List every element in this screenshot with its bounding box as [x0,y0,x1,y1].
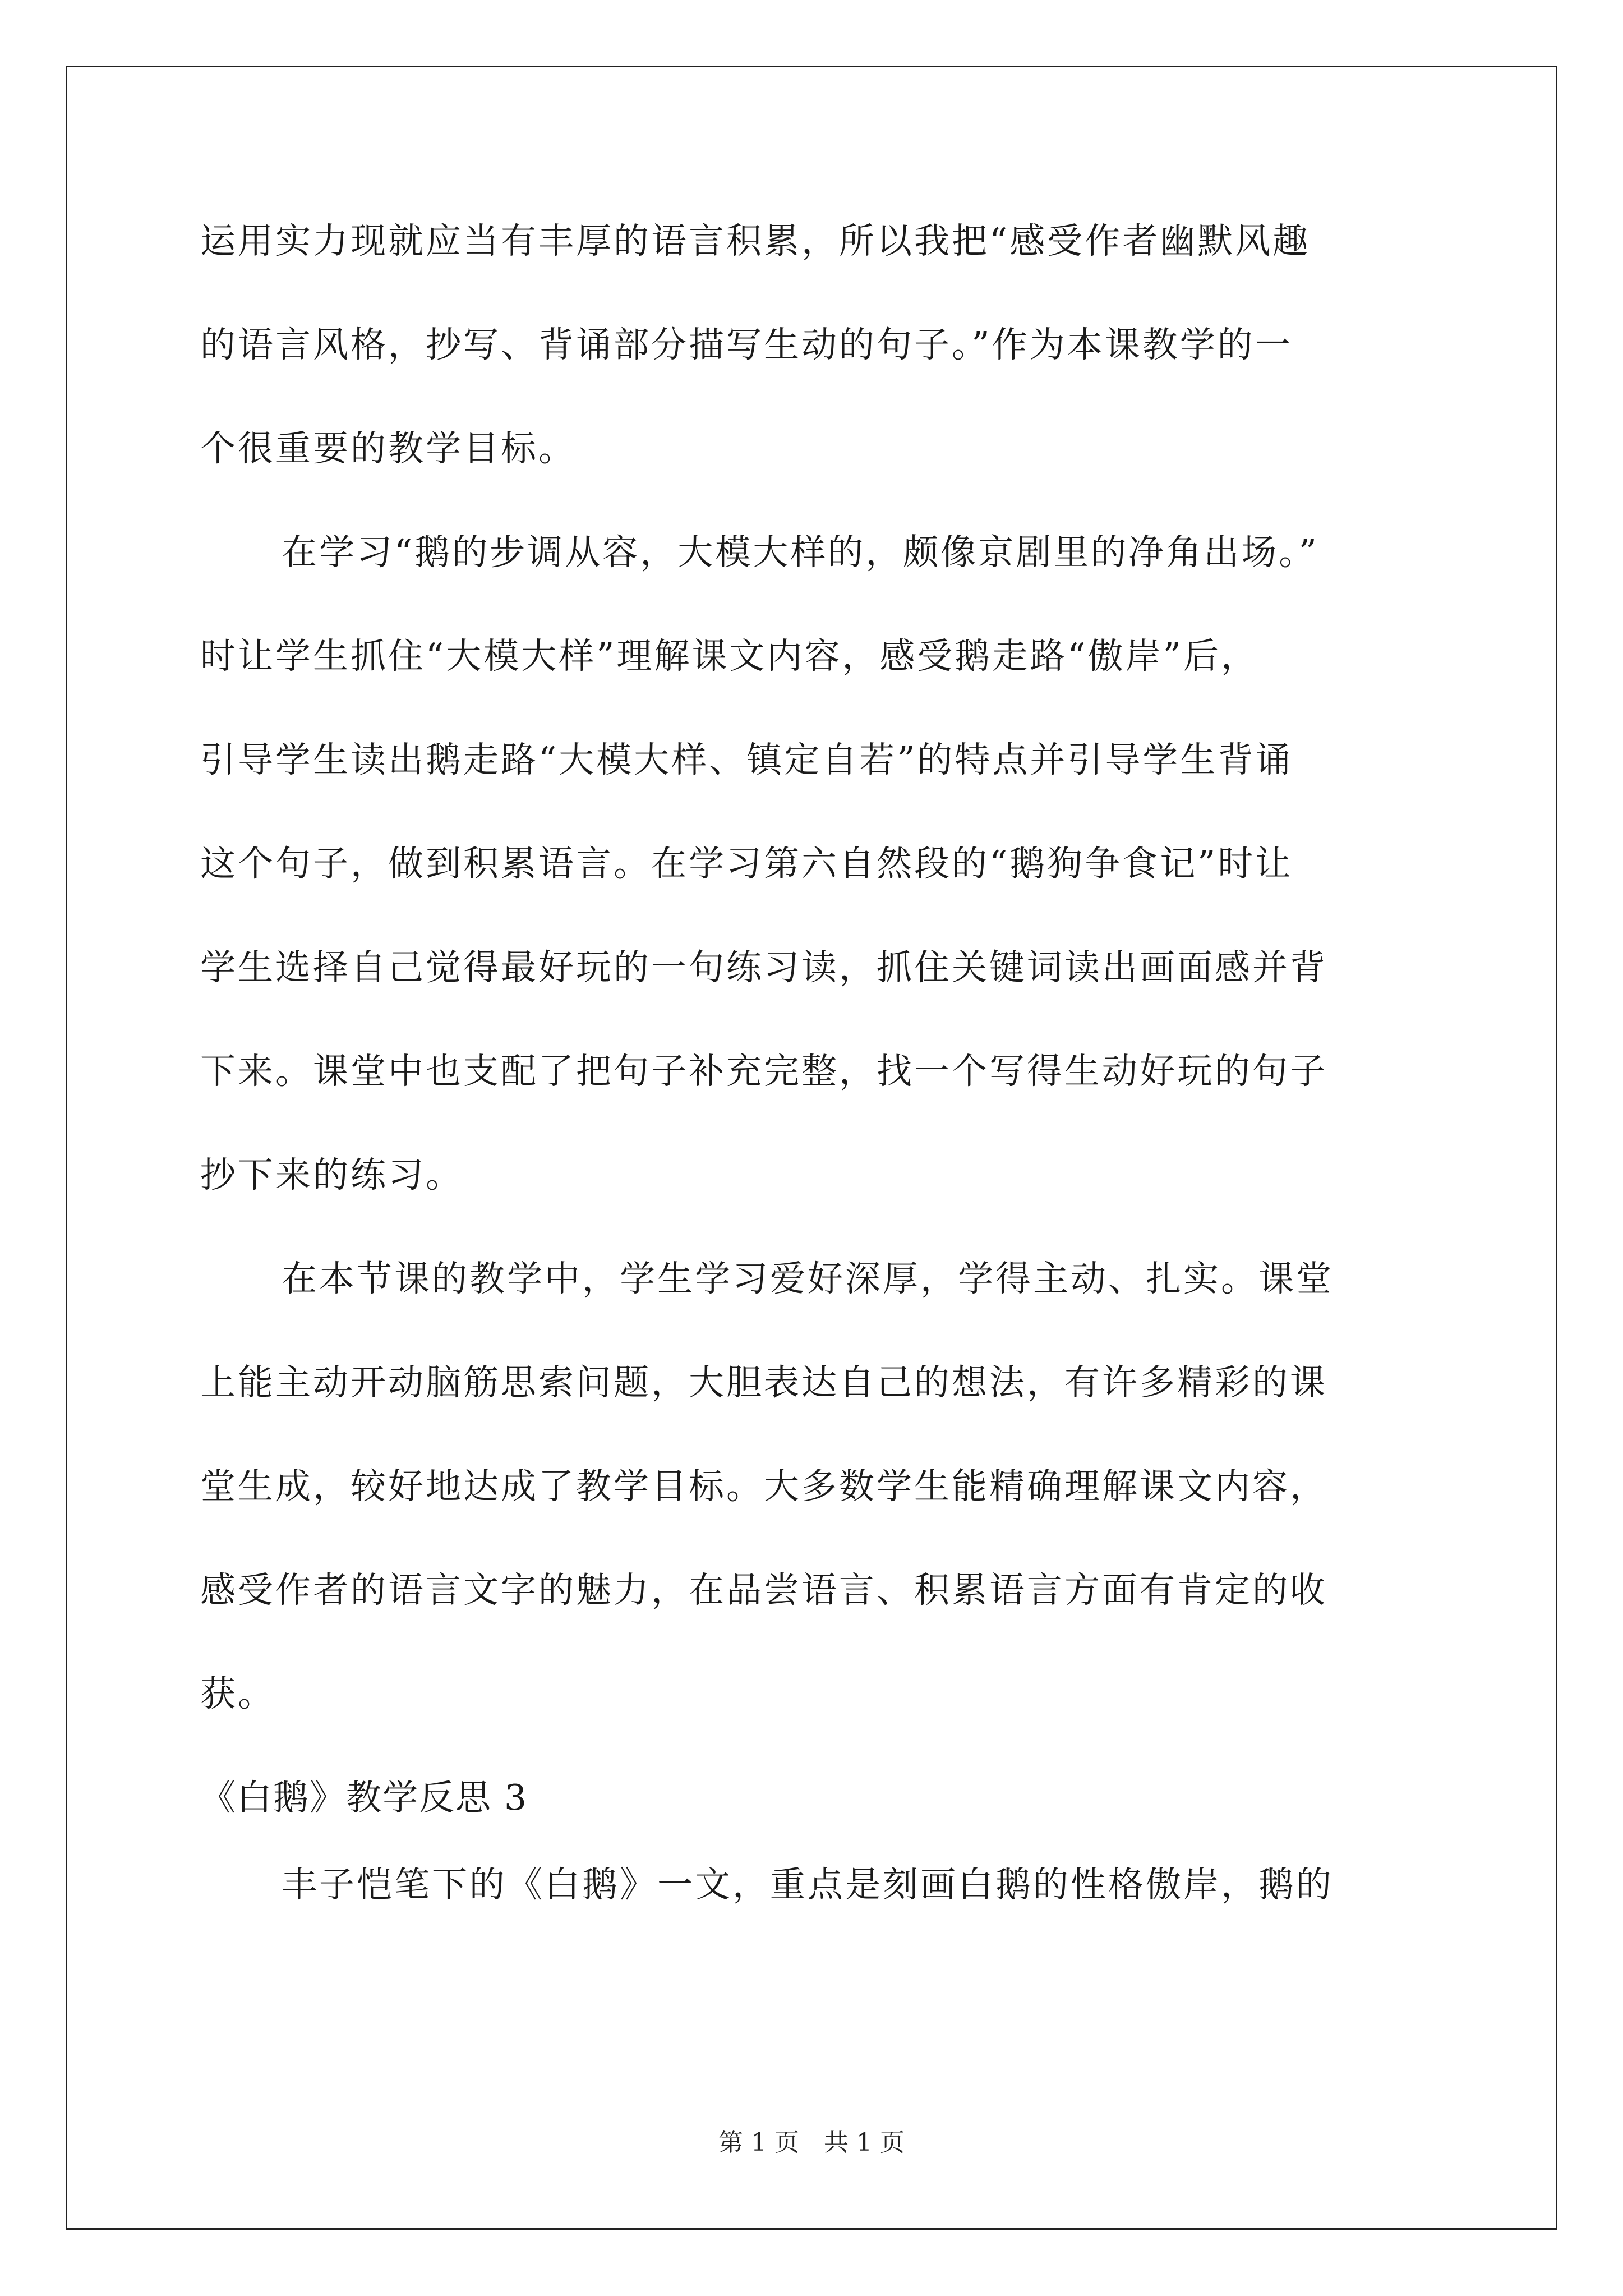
text-line: 的语言风格，抄写、背诵部分描写生动的句子。”作为本课教学的一 [200,324,1293,365]
text-line: 丰子恺笔下的《白鹅》一文，重点是刻画白鹅的性格傲岸，鹅的 [282,1864,1334,1905]
text-line: 抄下来的练习。 [200,1154,463,1195]
text-line: 上能主动开动脑筋思索问题，大胆表达自己的想法，有许多精彩的课 [200,1362,1327,1403]
text-line: 下来。课堂中也支配了把句子补充完整，找一个写得生动好玩的句子 [200,1051,1327,1092]
document-body [200,219,1431,1966]
text-line: 时让学生抓住“大模大样”理解课文内容，感受鹅走路“傲岸”后， [200,636,1258,677]
text-line: 在本节课的教学中，学生学习爱好深厚，学得主动、扎实。课堂 [282,1258,1334,1299]
text-line: 运用实力现就应当有丰厚的语言积累，所以我把“感受作者幽默风趣 [200,220,1311,261]
page-number-footer: 第 1 页 共 1 页 [718,2128,905,2157]
paragraph [200,219,1431,530]
text-line: 这个句子，做到积累语言。在学习第六自然段的“鹅狗争食记”时让 [200,843,1293,884]
text-line: 堂生成，较好地达成了教学目标。大多数学生能精确理解课文内容， [200,1466,1327,1507]
text-line: 学生选择自己觉得最好玩的一句练习读，抓住关键词读出画面感并背 [200,947,1327,988]
text-line: 获。 [200,1673,275,1714]
paragraph [200,1257,1431,1775]
section-heading: 《白鹅》教学反思 3 [200,1777,528,1818]
text-line: 感受作者的语言文字的魅力，在品尝语言、积累语言方面有肯定的收 [200,1570,1327,1611]
text-line: 引导学生读出鹅走路“大模大样、镇定自若”的特点并引导学生背诵 [200,739,1293,780]
text-line: 在学习“鹅的步调从容，大模大样的，颇像京剧里的净角出场。” [282,532,1319,573]
paragraph [200,530,1431,1257]
text-line: 个很重要的教学目标。 [200,428,576,469]
